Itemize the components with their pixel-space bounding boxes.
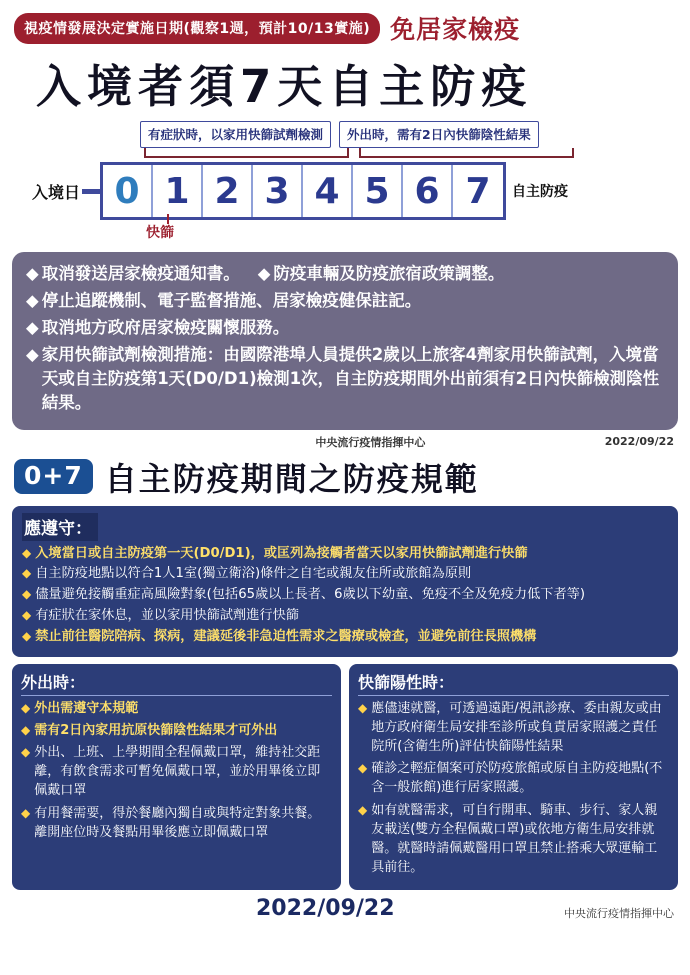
rules-panel (12, 506, 678, 657)
positive-test-column (349, 664, 678, 890)
diamond-icon: ◆ (22, 545, 32, 560)
diamond-icon: ◆ (22, 607, 32, 622)
going-out-item (21, 743, 332, 801)
diamond-icon: ◆ (358, 802, 368, 817)
day-box: 6 (403, 165, 453, 217)
diamond-icon: ◆ (21, 805, 31, 820)
diamond-icon: ◆ (22, 628, 32, 643)
day-box: 3 (253, 165, 303, 217)
policy-item-text: 家用快篩試劑檢測措施：由國際港埠人員提供2歲以上旅客4劑家用快篩試劑，入境當天或自主防疫第1天(D0/D1)檢測1次，自主防疫期間外出前須有2日內快篩檢測陰性結果。 (41, 344, 660, 412)
policy-item (26, 343, 664, 415)
positive-test-item (358, 759, 669, 797)
footer (0, 890, 690, 921)
badge-0-plus-7: 0+7 (14, 459, 93, 494)
rule-item (22, 564, 668, 584)
diamond-icon: ◆ (358, 761, 368, 776)
notes-row (14, 121, 676, 148)
policy-item-text: 防疫車輛及防疫旅宿政策調整。 (273, 264, 505, 283)
going-out-item-text: 外出需遵守本規範 (34, 700, 139, 716)
diamond-icon: ◆ (21, 744, 31, 759)
bracket-right (359, 148, 574, 158)
day-box: 7 (465, 170, 491, 212)
going-out-item (21, 804, 332, 842)
connector-line (82, 189, 100, 194)
note-symptom-test: 有症狀時，以家用快篩試劑檢測 (140, 121, 331, 148)
credit-organization: 中央流行疫情指揮中心 (315, 435, 426, 449)
rule-item (22, 627, 668, 647)
policy-item (26, 262, 240, 286)
policy-item (26, 316, 664, 340)
going-out-item-text: 有用餐需要，得於餐廳內獨自或與特定對象共餐。離開座位時及餐點用畢後應立即佩戴口罩 (34, 805, 321, 840)
credit-date: 2022/09/22 (604, 435, 674, 449)
bracket-area (14, 148, 676, 162)
positive-test-item (358, 699, 669, 757)
going-out-heading: 外出時： (21, 670, 332, 696)
no-home-quarantine-headline: 免居家檢疫 (390, 15, 521, 44)
diamond-icon: ◆ (26, 344, 39, 364)
positive-test-item-text: 應儘速就醫，可透過遠距/視訊診療、委由親友或由地方政府衛生局安排至診所或負責居家照護之責任院所(含衛生所)評估快篩陽性結果 (371, 700, 662, 754)
day-box: 2 (203, 165, 253, 217)
diamond-icon: ◆ (21, 722, 31, 737)
entry-day-label: 入境日 (32, 182, 81, 202)
section2-title-row (0, 450, 690, 502)
policy-line-1-row (26, 262, 664, 289)
rapid-test-label: 快篩 (146, 225, 174, 241)
rule-item (22, 544, 668, 564)
diamond-icon: ◆ (26, 290, 39, 310)
policy-item (258, 262, 505, 286)
day-box: 0 (103, 165, 153, 217)
positive-test-heading: 快篩陽性時： (358, 670, 669, 696)
bottom-columns (12, 664, 678, 890)
positive-test-item-text: 確診之輕症個案可於防疫旅館或原自主防疫地點(不含一般旅館)進行居家照護。 (371, 761, 663, 796)
going-out-column (12, 664, 341, 890)
credit-row (0, 430, 690, 450)
policy-item (26, 289, 664, 313)
rule-item-text: 有症狀在家休息，並以家用快篩試劑進行快篩 (35, 607, 299, 623)
going-out-item-text: 需有2日內家用抗原快篩陰性結果才可外出 (34, 722, 278, 738)
rule-item-text: 禁止前往醫院陪病、探病，建議延後非急迫性需求之醫療或檢查，並避免前往長照機構 (35, 628, 537, 644)
positive-test-item (358, 801, 669, 878)
bracket-left (144, 148, 349, 158)
rule-item-text: 自主防疫地點以符合1人1室(獨立衛浴)條件之自宅或親友住所或旅館為原則 (35, 566, 472, 582)
page-title: 入境者須7天自主防疫 (36, 60, 533, 113)
day-box: 4 (303, 165, 353, 217)
day-strip (14, 162, 676, 220)
policy-changes-panel (12, 252, 678, 430)
rule-item-text: 儘量避免接觸重症高風險對象(包括65歲以上長者、6歲以下幼童、免疫不全及免疫力低下者等) (35, 587, 586, 603)
footer-organization: 中央流行疫情指揮中心 (564, 906, 674, 920)
policy-item-text: 取消發送居家檢疫通知書。 (41, 264, 240, 283)
diamond-icon: ◆ (26, 317, 39, 337)
going-out-item-text: 外出、上班、上學期間全程佩戴口罩，維持社交距離，有飲食需求可暫免佩戴口罩，並於用畢後立即佩戴口罩 (34, 744, 321, 799)
policy-item-text: 停止追蹤機制、電子監督措施、居家檢疫健保註記。 (41, 290, 422, 310)
diamond-icon: ◆ (22, 587, 32, 602)
diamond-icon: ◆ (358, 700, 368, 715)
diamond-icon: ◆ (257, 264, 271, 283)
going-out-item (21, 699, 332, 718)
positive-test-item-text: 如有就醫需求，可自行開車、騎車、步行、家人親友載送(雙方全程佩戴口罩)或依地方衛生局安排就醫。就醫時請佩戴醫用口罩且禁止搭乘大眾運輸工具前往。 (371, 802, 658, 876)
footer-date: 2022/09/22 (256, 895, 395, 921)
diamond-icon: ◆ (26, 264, 39, 283)
day-box: 5 (353, 165, 403, 217)
section2-title: 自主防疫期間之防疫規範 (104, 459, 479, 498)
diamond-icon: ◆ (21, 700, 31, 715)
going-out-item (21, 721, 332, 740)
rule-item (22, 606, 668, 626)
day-boxes (100, 162, 506, 220)
rule-item (22, 585, 668, 605)
top-section (0, 0, 690, 242)
rules-heading: 應遵守： (22, 513, 98, 541)
rule-item-text: 入境當日或自主防疫第一天(D0/D1)，或匡列為接觸者當天以家用快篩試劑進行快篩 (35, 545, 528, 561)
implementation-notice-pill: 視疫情發展決定實施日期(觀察1週，預計10/13實施) (14, 13, 380, 44)
diamond-icon: ◆ (22, 566, 32, 581)
rapid-test-marker-row (14, 220, 676, 242)
note-outing-test: 外出時，需有2日內快篩陰性結果 (339, 121, 539, 148)
banner-row (14, 10, 676, 46)
day-box: 1 (153, 165, 203, 217)
self-prevention-label: 自主防疫 (512, 184, 569, 200)
policy-item-text: 取消地方政府居家檢疫關懷服務。 (41, 317, 290, 337)
